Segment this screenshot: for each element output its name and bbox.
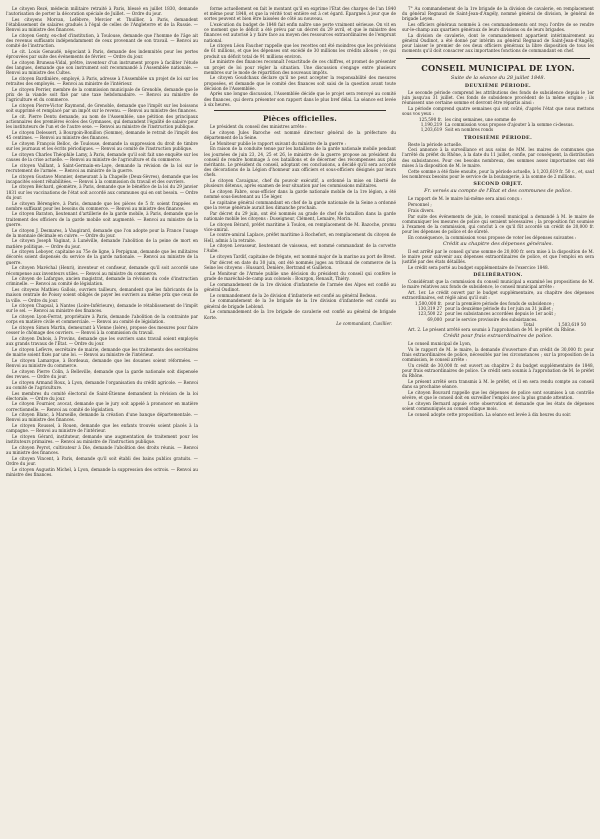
paragraph: En raison de la conduite tenue par les bataillons de la garde nationale mobile pendant les journées de juin 23, 24, 25 et 26, le ministre de la guerre propose au président du conseil de rendre hommage à ces bataillons et de décerner des récompenses aux plus méritants. Le président du conseil, adoptant ces conclusions, a décidé qu'il sera accordé des décorations de la Légion d'honneur aux officiers et sous-officiers désignés par leurs chefs.	[204, 146, 396, 178]
paragraph: Le citoyen Fabre, sous-officier dans la garde nationale mobile de la 1re légion, a été nommé sous-lieutenant au 15e léger.	[204, 188, 396, 199]
budget-amount: 1,500,000 fr.	[414, 301, 442, 307]
paragraph: Le citoyen Levasseur, lieutenant de vaisseau, est nommé commandant de la corvette l'Aube.	[204, 243, 396, 254]
paragraph: Le citoyen Joseph Vaginat, à Lunéville, demande l'abolition de la peine de mort en matière politique. — Ordre du jour.	[6, 238, 198, 249]
paragraph: Le citoyen Vaillant, à Saint-Germain-en-Laye, demande la révision de la loi sur le recrutement de l'armée. — Renvoi au ministre de la guerre.	[6, 162, 198, 173]
paragraph: Le citoyen Blanc, à Marseille, demande la création d'une banque départementale. — Renvoi au ministre des finances.	[6, 412, 198, 423]
paragraph: La division de cavalerie, dont le commandement appartient intérimairement au général Oudinot, a été donné par intérim au général Regnaud de Saint-Jean-d'Angély, pour laisser le premier de ces deux officiers généraux la libre disposition de tous les moments qu'il doit consacrer aux importantes fonctions de commandant en chef.	[402, 32, 594, 54]
paragraph: Art. 1er. Le crédit ouvert par le budget supplémentaire, au chapitre des dépenses extraordinaires, est réglé ainsi qu'il suit :	[402, 290, 594, 301]
paragraph: Le cit. Pierre Dentu demande, au nom de l'Assemblée, une pétition des principaux actionnaires des premières écoles des Gymnases, qui demandent l'égalité de salaire pour les instituteurs de l'un et de l'autre sexe. — Renvoi au ministre de l'instruction publique.	[6, 113, 198, 130]
heading-deliberation: DÉLIBÉRATION.	[473, 272, 523, 279]
paragraph: Le citoyen Bruneau-Vidal, prêtre, inventeur d'un instrument propre à faciliter l'étude des langues, demande que son instrument soit recommandé à l'Assemblée nationale. — Renvoi au ministre des Cultes.	[6, 59, 198, 76]
paragraph: Par décret du 29 juin, ont été nommés au grade de chef de bataillon dans la garde nationale mobile les citoyens : Duseigneur, Clément, Lemaire, Morin.	[204, 210, 396, 221]
paragraph: Le citoyen Léon Faucher rappelle que les recettes ont été moindres que les prévisions de 61 millions, et que les dépenses ont excédé de 30 millions les crédits alloués ; ce qui produit un déficit total de 91 millions environ.	[204, 43, 396, 59]
paragraph: Le citoyen Augustin Michel, à Lyon, demande la suppression des octrois. — Renvoi au ministre des finances.	[6, 466, 198, 477]
budget-label: pour les subsistances accordées depuis le 1er août ;	[445, 311, 556, 317]
paragraph: Le rapport de M. le maire lui-même sera ainsi conçu :	[408, 196, 523, 202]
paragraph: Les citoyens Morvan, Lefèbvre, Mercier et Thuillier, à Paris, demandent l'établissement de salaires gradués à l'égal de celles de l'Angleterre et de la Russie. — Renvoi au ministre des finances.	[6, 16, 198, 33]
divider	[214, 110, 386, 111]
paragraph: Le citoyen Bernard appuie cette observation et demande que les états de dépenses soient communiqués au conseil chaque mois.	[402, 401, 594, 412]
paragraph: Après une longue discussion, l'Assemblée décide que le projet sera renvoyé au comité des finances, qui devra présenter son rapport dans le plus bref délai. La séance est levée à six heures.	[204, 91, 396, 107]
paragraph: Le contre-amiral Laplace, préfet maritime à Rochefort, en remplacement du citoyen de Hell, admis à la retraite.	[204, 232, 396, 243]
paragraph: Le citoyen Baraton, lieutenant d'artillerie de la garde mobile, à Paris, demande que le traitement des officiers de la garde mobile soit augmenté. — Renvoi au ministre de la guerre.	[6, 211, 198, 227]
paragraph: Le citoyen Dubois, à Provins, demande que les ouvriers sans travail soient employés aux grands travaux de l'État. — Ordre du jour.	[6, 335, 198, 347]
budget-label: pour le service provisoire des subsistances.	[445, 316, 538, 322]
paragraph: Le citoyen Gustave Monnier, demeurant à la Chapelle (Deux-Sèvres), demande que les incapacités soient réhabilitées. — Renvoi à la commission du travail et des ouvriers.	[6, 173, 198, 184]
petitions-list	[6, 6, 198, 477]
paragraph: Le citoyen Charles Théophile Lamy, à Paris, demande qu'il soit fait une enquête sur les causes de la crise actuelle. — Renvoi au ministre de l'agriculture et du commerce.	[6, 151, 198, 162]
paragraph: Le citoyen Pierre Colin, à Belleville, demande que la garde nationale soit dispensée des revues. — Ordre du jour.	[6, 368, 198, 379]
paragraph: Le capitaine général commandant en chef de la garde nationale de la Seine a ordonné que la revue générale aurait lieu dimanche prochain.	[204, 199, 396, 210]
paragraph: Le citoyen Jules Baroche est nommé directeur général de la préfecture du département de la Seine.	[204, 129, 396, 140]
council-session-date: Suite de la séance du 28 juillet 1848.	[450, 74, 546, 81]
paragraph: Le citoyen Lyon-Ferrat, propriétaire à Paris, demande l'abolition de la contrainte par corps en matière civile et commerciale. — Renvoi au comité de législation.	[6, 314, 198, 325]
budget-label: La commission vous propose d'ajouter à la somme ci-dessus.	[445, 122, 574, 128]
paragraph: Le citoyen Goudchaux déclare qu'il ne peut accepter la responsabilité des mesures proposées, et demande que le comité des finances soit saisi de la question avant toute décision de l'Assemblée.	[204, 75, 396, 91]
paragraph: Ceci annonce à la surveillance et aux soins de MM. les maires de communes que l'arrêté du préfet du Rhône, à la date du 11 juillet, confie, par conséquent, la distribution des subsistances. Pour ces besoins nombreux, des sommes assez importantes ont été mises à la disposition de M. le maire.	[402, 147, 594, 168]
official-documents	[204, 124, 396, 320]
total-amount: 1,503,619 50	[558, 321, 586, 327]
column-petitions	[6, 6, 198, 835]
paragraph: Personnel ;	[408, 202, 432, 208]
paragraph: forme actuellement en fait le montant qu'il en exprime l'État des charges de l'an 1840 et même pour 1848, et que la vérité tout entière est à cet égard. Épargnés à jour que de sortes peuvent et bien être laissées de côté au nouveau.	[204, 6, 396, 22]
budget-amount: 125,590 fr.	[418, 117, 442, 123]
paragraph: Le citoyen Bouvard rappelle que les dépenses de police sont soumises à un contrôle sévère, et que le conseil doit en surveiller l'emploi avec la plus grande attention.	[402, 390, 594, 401]
budget-label: les cinq semaines, une somme de	[445, 117, 516, 123]
paragraph: Le citoyen François Belloc, de Toulouse, demande la suppression du droit de timbre sur les journaux et les écrits périodiques. — Renvoi au comité de l'instruction publique.	[6, 140, 198, 151]
paragraph: Les citoyens Mathieu Gallois, ouvriers tailleurs, demandent que les fabricants de la maison centrale de Poissy soient obligés de payer les ouvriers au même prix que ceux de la ville. — Ordre du jour.	[6, 287, 198, 303]
section-title-official: Pièces officielles.	[263, 113, 337, 123]
paragraph: Le citoyen Tardif, capitaine de frégate, est nommé major de la marine au port de Brest.	[210, 254, 396, 260]
budget-amount: 1,203,619	[420, 127, 442, 133]
paragraph: Le conseil municipal de Lyon,	[408, 341, 472, 347]
budget-label: pour la première période des fonds de subsidence ;	[445, 301, 555, 307]
credit-police-heading: Crédit pour frais extraordinaires de police.	[443, 332, 553, 339]
paragraph: Le citoyen Lefèvre, secrétaire de mairie, demande que les traitements des secrétaires de mairie soient fixés par une loi. — Renvoi au ministre de l'intérieur.	[6, 346, 198, 358]
section-title-council: CONSEIL MUNICIPAL DE LYON.	[421, 62, 575, 73]
paragraph: Frais divers.	[408, 207, 435, 213]
budget-table-second-period	[402, 117, 594, 132]
column-council	[402, 6, 594, 835]
paragraph: Par décret en date du 30 juin, ont été nommés juges au tribunal de commerce de la Seine les citoyens : Hussard, Denière, Bertrand et Gailleton.	[204, 259, 396, 271]
paragraph: Considérant que la commission du conseil municipal a examiné les propositions de M. le maire relatives aux fonds de subsidence, le conseil municipal arrête :	[402, 279, 594, 290]
signature: Le commandant, Cuvillier.	[336, 320, 392, 326]
paragraph: Cette somme a été fixée ensuite, pour la période actuelle, à 1,203,619 fr. 50 c., et, sauf les nombreux besoins pour le service de la boulangerie, à la somme de 2 millions.	[402, 168, 594, 179]
paragraph: Le commandement de la 3e brigade de la 1re division d'infanterie est confié au général de brigade Leblond.	[204, 298, 396, 309]
paragraph: Le citoyen Maréchal (Henri), inventeur et confiseur, demande qu'il soit accordé une récompense aux inventeurs utiles. — Renvoi au ministre du commerce.	[6, 265, 198, 276]
paragraph: Le citoyen Perrier, membre de la commission municipale de Grenoble, demande que le prix de la viande soit fixé par une taxe hebdomadaire. — Renvoi au ministre de l'agriculture et du commerce.	[6, 86, 198, 103]
paragraph: Le crédit sera porté au budget supplémentaire de l'exercice 1848.	[408, 265, 549, 271]
paragraph: La période comprend quatre semaines qui ont coûté, d'après l'état que nous mettons sous vos yeux :	[402, 106, 594, 117]
paragraph: Le commandement de la 1re division d'infanterie de l'armée des Alpes est confié au général Oudinot.	[204, 281, 396, 292]
paragraph: Vu le rapport de M. le maire, la demande d'ouverture d'un crédit de 30,000 fr. pour frais extraordinaires de police, nécessités par les circonstances ; sur la proposition de la commission, le conseil arrête :	[402, 347, 594, 363]
paragraph: Le citoyen Delessert, à Bourgoin-Bonillon (Somme), demande le retrait de l'impôt des 45 centimes. — Renvoi au ministre des finances.	[6, 129, 198, 141]
total-label: Total	[523, 321, 534, 327]
paragraph: Le citoyen Chapsal, à Nantes (Loire-Inférieure), demande le rétablissement de l'impôt sur le sel. — Renvoi au ministre des finances.	[6, 303, 198, 314]
paragraph: Le citoyen Gérard, instituteur, demande une augmentation de traitement pour les instituteurs primaires. — Renvoi au ministre de l'instruction publique.	[6, 434, 198, 445]
paragraph: Le citoyen Cavaignac, chef du pouvoir exécutif, a ordonné la mise en liberté de plusieurs détenus, après examen de leur situation par les commissions militaires.	[204, 177, 396, 189]
paragraph: En conséquence, la commission vous propose de voter les dépenses suivantes :	[408, 234, 577, 240]
paragraph: Le Moniteur publie le rapport suivant du ministre de la guerre :	[210, 140, 346, 146]
paragraph: Le citoyen Béchard, géomètre, à Paris, demande que le bénéfice de la loi du 29 janvier 1831 sur les vaccinations de l'état soit accordé aux communes qui en ont besoin. — Ordre du jour.	[6, 184, 198, 200]
budget-label: Soit en nombres ronds	[445, 127, 494, 133]
paragraph: Le citoyen Bardinière, employé, à Paris, adresse à l'Assemblée un projet de loi sur les retraites des employés. — Renvoi au ministre de l'intérieur.	[6, 76, 198, 87]
paragraph: Le citoyen Leboyer, capitaine au 75e de ligne, à Perpignan, demande que les militaires décorés soient dispensés du service de la garde nationale. — Renvoi au ministre de la guerre.	[6, 249, 198, 265]
paragraph: Art. 2. Le présent arrêté sera soumis à l'approbation de M. le préfet du Rhône.	[408, 327, 576, 333]
paragraph: Le citoyen de Lafargue, ancien magistrat, demande la révision du code d'instruction criminelle. — Renvoi au comité de législation.	[6, 276, 198, 287]
budget-label: pour la deuxième période du 1er juin au 31 juillet ;	[445, 306, 554, 312]
paragraph: Le ministre des finances reconnaît l'exactitude de ces chiffres, et promet de présenter un projet de loi pour régler la situation. Une discussion s'engage entre plusieurs membres sur le mode de répartition des nouveaux impôts.	[204, 59, 396, 75]
budget-table-deliberation	[402, 301, 594, 322]
paragraph: Le citoyen Roussel, à Rouen, demande que les enfants trouvés soient placés à la campagne. — Renvoi au ministre de l'intérieur.	[6, 423, 198, 434]
paragraph: Le président du conseil des ministres arrête :	[210, 123, 307, 129]
budget-row	[402, 127, 594, 132]
paragraph: Le cit. Louis Genaudé, négociant à Paris, demande des indemnités pour les pertes éprouvées par suite des événements de février. — Ordre du jour.	[6, 49, 198, 60]
paragraph: Le présent arrêté sera transmis à M. le préfet, et il en sera rendu compte au conseil dans sa prochaine séance.	[402, 379, 594, 390]
paragraph: Le seconde période comprend les attributions des fonds de subsidence depuis le 1er juin jusqu'au 31 juillet. Ces fonds de subsidence procèdent de la même origine ; ils réunissent une certaine somme et devront être répartis ainsi :	[402, 90, 594, 106]
paragraph: Le citoyen Armand Roux, à Lyon, demande l'organisation du crédit agricole. — Renvoi au comité de l'agriculture.	[6, 379, 198, 390]
paragraph: Le citoyen Fournier, avocat, demande que le jury soit appelé à prononcer en matière correctionnelle. — Renvoi au comité de législation.	[6, 401, 198, 412]
heading-second-object: SECOND OBJET.	[473, 180, 523, 187]
paragraph: Reste la période actuelle.	[408, 141, 463, 147]
paragraph: Le citoyen Rezé, médecin militaire retraité à Paris, blessé en juillet 1830, demande l'autorisation de porter la décoration spéciale de Juillet. — Ordre du jour.	[6, 6, 198, 17]
budget-amount: 123,500 22	[418, 311, 442, 317]
paragraph: Le citoyen Simon Martin, demeurant à Vienne (Isère), propose des mesures pour faire cesser le chômage des ouvriers. — Renvoi à la commission du travail.	[6, 325, 198, 336]
credit-heading: Crédit au chapitre des dépenses générales.	[442, 240, 554, 247]
paragraph: Le citoyen J. Desmares, à Vaugirard, demande que l'on adopte pour la France l'usage de la monnaie décimale en cuivre. — Ordre du jour.	[6, 227, 198, 238]
paragraph: Le commandement de la 2e division d'infanterie est confié au général Bedeau.	[210, 292, 377, 298]
budget-amount: 1,190,219	[420, 122, 442, 128]
paragraph: Il est arrêté par le conseil qu'une somme de 20,000 fr. sera mise à la disposition de M. le maire pour subvenir aux dépenses extraordinaires de police, et que l'emploi en sera justifié par des états détaillés.	[402, 249, 594, 265]
paragraph: Le citoyen Genty, ex-chef d'institution, à Toulouse, demande que l'homme de l'âge ait des revenus suffisants indépendamment de ceux provenant de son travail. — Renvoi au comité de l'instruction.	[6, 32, 198, 49]
paragraph: 7° Au commandement de la 1re brigade de la division de cavalerie, en remplacement du général Regnaud de Saint-Jean-d'Angély, nommé général de division, le général de brigade Leyen.	[402, 6, 594, 22]
paragraph: Le citoyen Vincent, à Paris, demande qu'il soit établi des bains publics gratuits. — Ordre du jour.	[6, 455, 198, 467]
second-object-subtitle: Fr. versés au compte de l'État et des communes de police.	[424, 187, 572, 194]
column-assembly	[204, 6, 396, 835]
paragraph: Le citoyen Lamarque, à Bordeaux, demande que les douanes soient réformées. — Renvoi au ministre du commerce.	[6, 357, 198, 368]
cavalry-appointments	[402, 6, 594, 54]
paragraph: Le citoyen Bérard, préfet maritime à Toulon, en remplacement de M. Bazoche, promu vice-amiral.	[204, 221, 396, 232]
heading-second-period: DEUXIÈME PÉRIODE.	[464, 83, 532, 90]
paragraph: Par suite des événements de juin, le conseil municipal a demandé à M. le maire de communiquer les mesures de police qui seraient nécessaires ; la proposition fut soumise à l'examen de la commission, qui conclut à ce qu'il fût accordé un crédit de 20,000 fr. pour les dépenses de police et de sûreté.	[402, 213, 594, 235]
paragraph: Le Moniteur de l'Armée publie une décision du président du conseil qui confère le grade de maréchal-de-camp aux colonels : Bourgon, Renault, Thiéry.	[204, 270, 396, 282]
paragraph: Le conseil adopte cette proposition. La séance est levée à dix heures du soir.	[408, 411, 572, 417]
paragraph: Le commandement de la 1re brigade de cavalerie est confié au général de brigade Korte.	[204, 309, 396, 320]
paragraph: Les membres du comité électoral de Saint-Étienne demandent la révision de la loi électorale. — Ordre du jour.	[6, 390, 198, 401]
paragraph: Les officiers généraux nommés à ces commandements ont reçu l'ordre de se rendre sur-le-champ aux quartiers généraux de leurs divisions ou de leurs brigades.	[402, 22, 594, 33]
divider	[406, 58, 590, 59]
paragraph: L'exécution du budget de 1848 fait enfin naître une perte vraiment sérieuse. On vit en ce moment que le déficit a été prévu par un décret du 29 avril, et que le ministre des finances est autorisé à y faire face au moyen des ressources extraordinaires de l'emprunt national.	[204, 22, 396, 43]
assembly-report	[204, 6, 396, 107]
paragraph: Le citoyen Peyrot, cultivateur à Die, demande l'abolition des droits réunis. — Renvoi au ministre des finances.	[6, 445, 198, 456]
budget-amount: 69,000	[427, 316, 442, 322]
heading-third-period: TROISIÈME PÉRIODE.	[463, 134, 533, 141]
paragraph: Un crédit de 30,000 fr. est ouvert au chapitre 2 du budget supplémentaire de 1848, pour frais extraordinaires de police. Ce crédit sera soumis à l'approbation de M. le préfet du Rhône.	[402, 363, 594, 379]
budget-amount: 130,319 27	[418, 306, 442, 312]
paragraph: Le citoyen Bérengère, à Paris, demande que les pièces de 5 fr. soient frappées en nombre suffisant pour les besoins du commerce. — Renvoi au ministre des finances.	[6, 200, 198, 211]
paragraph: Le citoyen Pierre-Victor Raymond, de Grenoble, demande que l'impôt sur les boissons soit supprimé et remplacé par un impôt sur le revenu. — Renvoi au ministre des finances.	[6, 102, 198, 114]
